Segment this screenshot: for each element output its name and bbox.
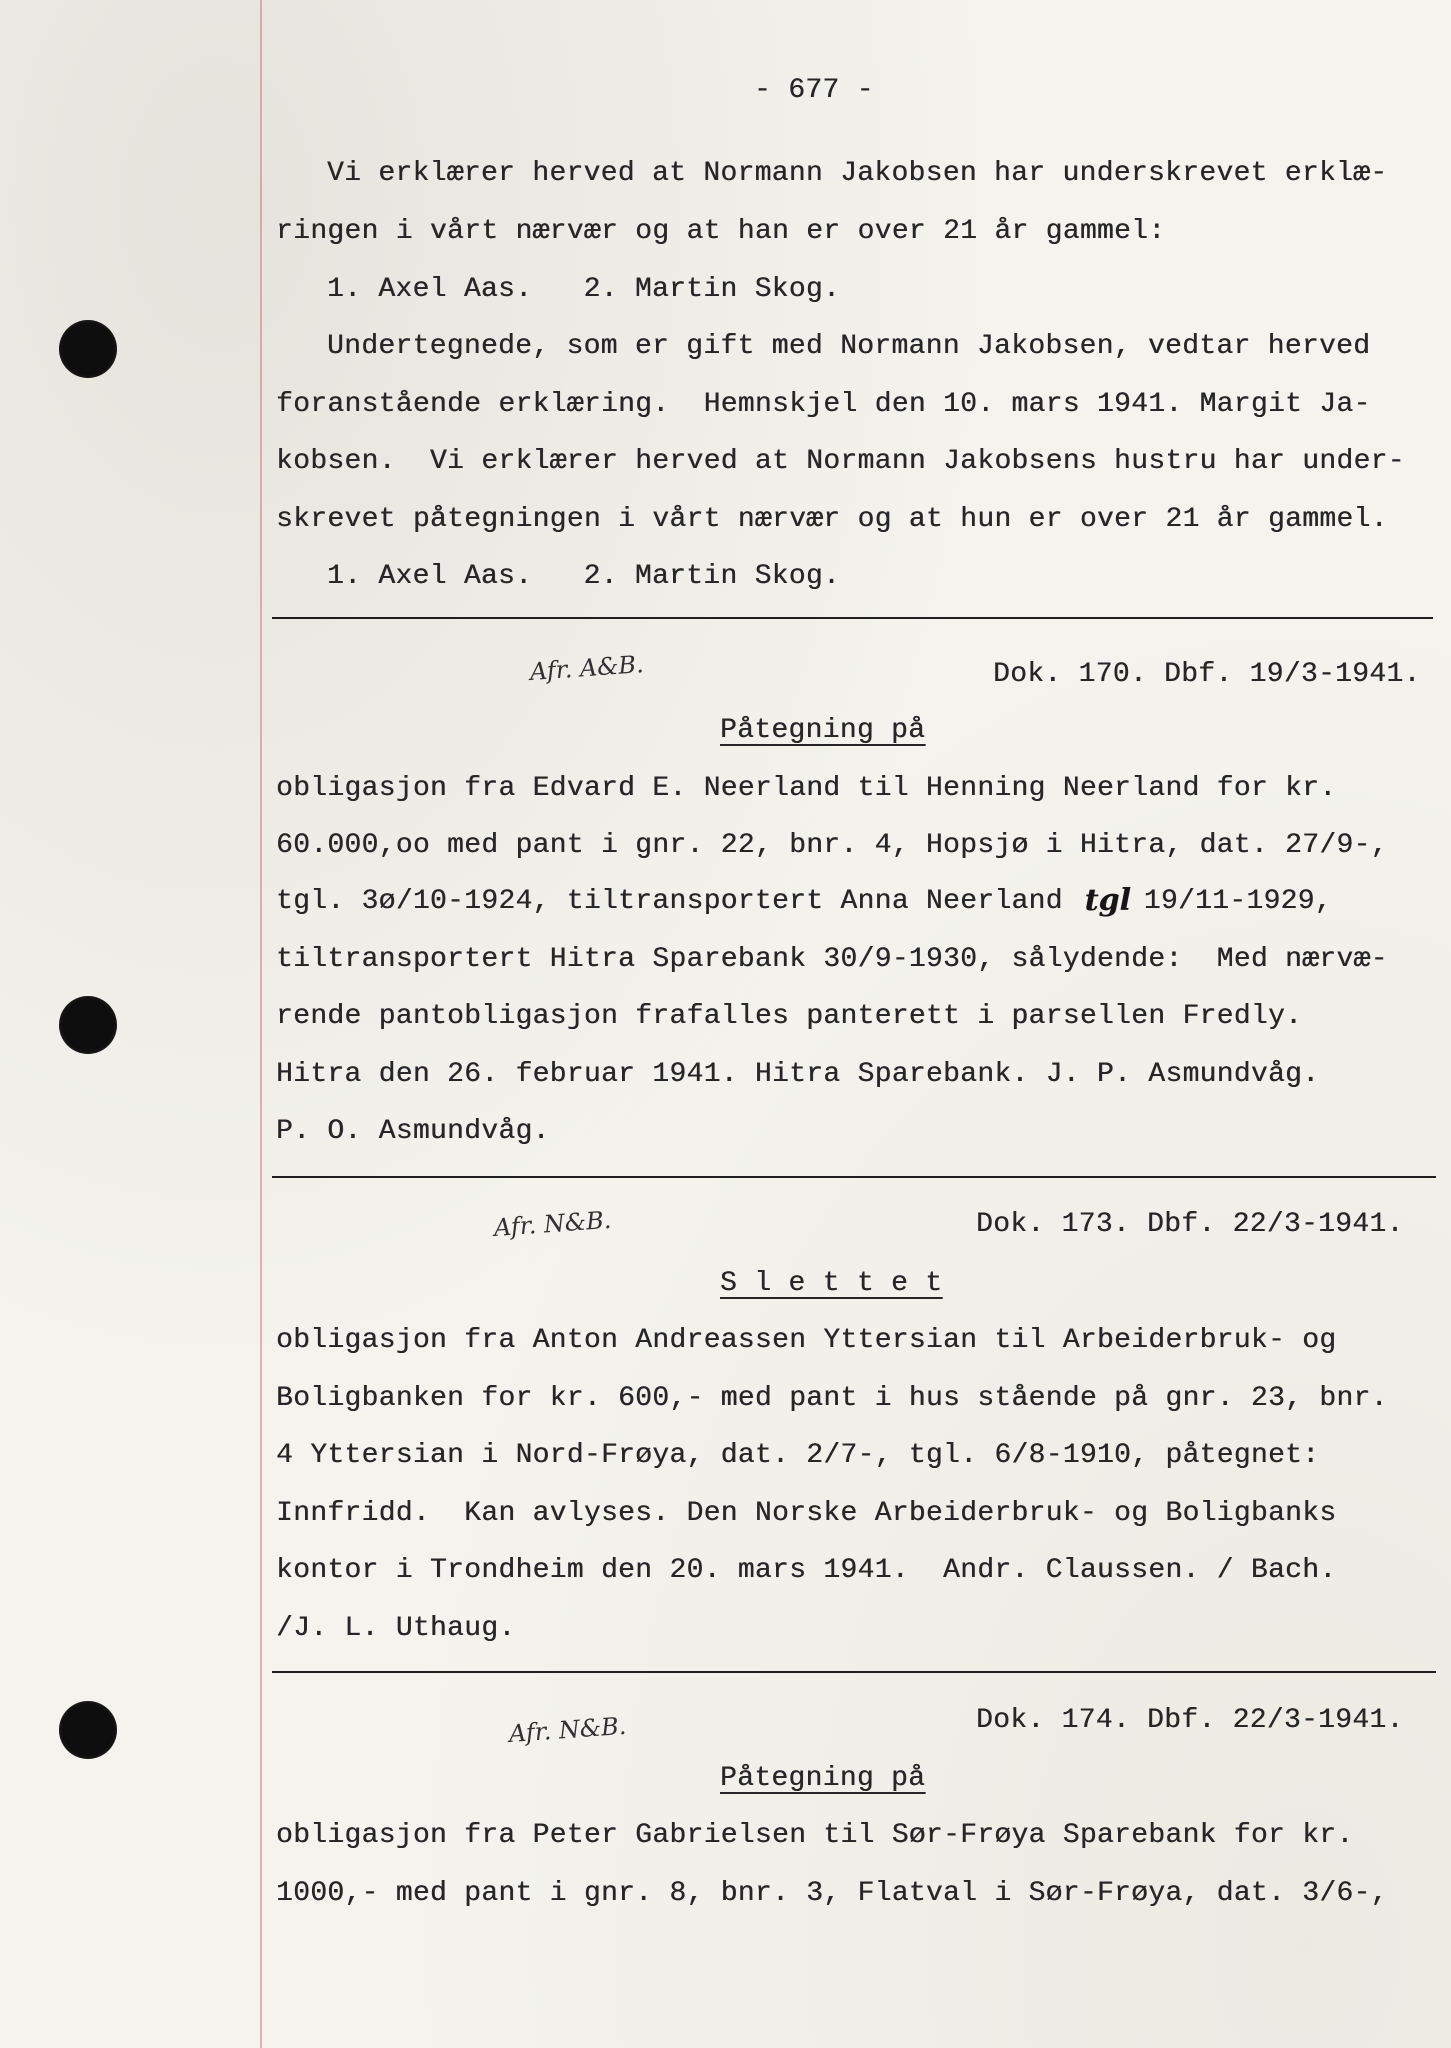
section-divider bbox=[272, 1176, 1436, 1178]
text-line: obligasjon fra Anton Andreassen Yttersian til Arbeiderbruk- og bbox=[276, 1325, 1337, 1356]
text-line: 1000,- med pant i gnr. 8, bnr. 3, Flatval i Sør-Frøya, dat. 3/6-, bbox=[276, 1878, 1388, 1909]
entry-heading: S l e t t e t bbox=[720, 1268, 943, 1299]
text-line: obligasjon fra Edvard E. Neerland til Henning Neerland for kr. bbox=[276, 773, 1337, 804]
handwritten-annotation: Afr. A&B. bbox=[529, 650, 645, 686]
text-line: 4 Yttersian i Nord-Frøya, dat. 2/7-, tgl. 6/8-1910, påtegnet: bbox=[276, 1440, 1320, 1471]
text-line: tiltransportert Hitra Sparebank 30/9-1930, sålydende: Med nærvæ- bbox=[276, 944, 1388, 975]
hole-punch bbox=[59, 1701, 117, 1759]
document-reference: Dok. 170. Dbf. 19/3-1941. bbox=[993, 659, 1421, 690]
section-divider bbox=[272, 1671, 1436, 1673]
handwritten-correction: tgl bbox=[1084, 883, 1131, 918]
text-line: Vi erklærer herved at Normann Jakobsen har underskrevet erklæ- bbox=[327, 158, 1388, 189]
hole-punch bbox=[59, 996, 117, 1054]
section-divider bbox=[272, 617, 1433, 619]
text-line: Undertegnede, som er gift med Normann Jakobsen, vedtar herved bbox=[327, 331, 1371, 362]
handwritten-annotation: Afr. N&B. bbox=[508, 1711, 628, 1748]
text-line: ringen i vårt nærvær og at han er over 21 år gammel: bbox=[276, 216, 1166, 247]
handwritten-annotation: Afr. N&B. bbox=[493, 1205, 613, 1242]
page-number: - 677 - bbox=[754, 75, 874, 106]
text-line: 1. Axel Aas. 2. Martin Skog. bbox=[327, 561, 841, 592]
hole-punch bbox=[59, 320, 117, 378]
text-line: Innfridd. Kan avlyses. Den Norske Arbeiderbruk- og Boligbanks bbox=[276, 1498, 1337, 1529]
text-line: kobsen. Vi erklærer herved at Normann Jakobsens hustru har under- bbox=[276, 446, 1405, 477]
entry-heading: Påtegning på bbox=[720, 715, 926, 746]
document-reference: Dok. 174. Dbf. 22/3-1941. bbox=[976, 1705, 1404, 1736]
text-line bbox=[276, 884, 1332, 920]
text-line: foranstående erklæring. Hemnskjel den 10. mars 1941. Margit Ja- bbox=[276, 389, 1371, 420]
text-line: obligasjon fra Peter Gabrielsen til Sør-Frøya Sparebank for kr. bbox=[276, 1820, 1354, 1851]
text-line: skrevet påtegningen i vårt nærvær og at hun er over 21 år gammel. bbox=[276, 504, 1388, 535]
document-reference: Dok. 173. Dbf. 22/3-1941. bbox=[976, 1209, 1404, 1240]
text-line: Hitra den 26. februar 1941. Hitra Sparebank. J. P. Asmundvåg. bbox=[276, 1059, 1320, 1090]
margin-line bbox=[260, 0, 262, 2048]
text-line: 1. Axel Aas. 2. Martin Skog. bbox=[327, 274, 841, 305]
text-line: Boligbanken for kr. 600,- med pant i hus stående på gnr. 23, bnr. bbox=[276, 1383, 1388, 1414]
text-line: 60.000,oo med pant i gnr. 22, bnr. 4, Hopsjø i Hitra, dat. 27/9-, bbox=[276, 830, 1388, 861]
text-line: /J. L. Uthaug. bbox=[276, 1613, 516, 1644]
text-line: rende pantobligasjon frafalles panterett i parsellen Fredly. bbox=[276, 1001, 1303, 1032]
text-line: kontor i Trondheim den 20. mars 1941. Andr. Claussen. / Bach. bbox=[276, 1555, 1337, 1586]
typed-text: tgl. 3ø/10-1924, tiltransportert Anna Neerland bbox=[276, 886, 1063, 917]
text-line: P. O. Asmundvåg. bbox=[276, 1116, 550, 1147]
typed-text-continued: 19/11-1929, bbox=[1143, 886, 1332, 917]
entry-heading: Påtegning på bbox=[720, 1763, 926, 1794]
